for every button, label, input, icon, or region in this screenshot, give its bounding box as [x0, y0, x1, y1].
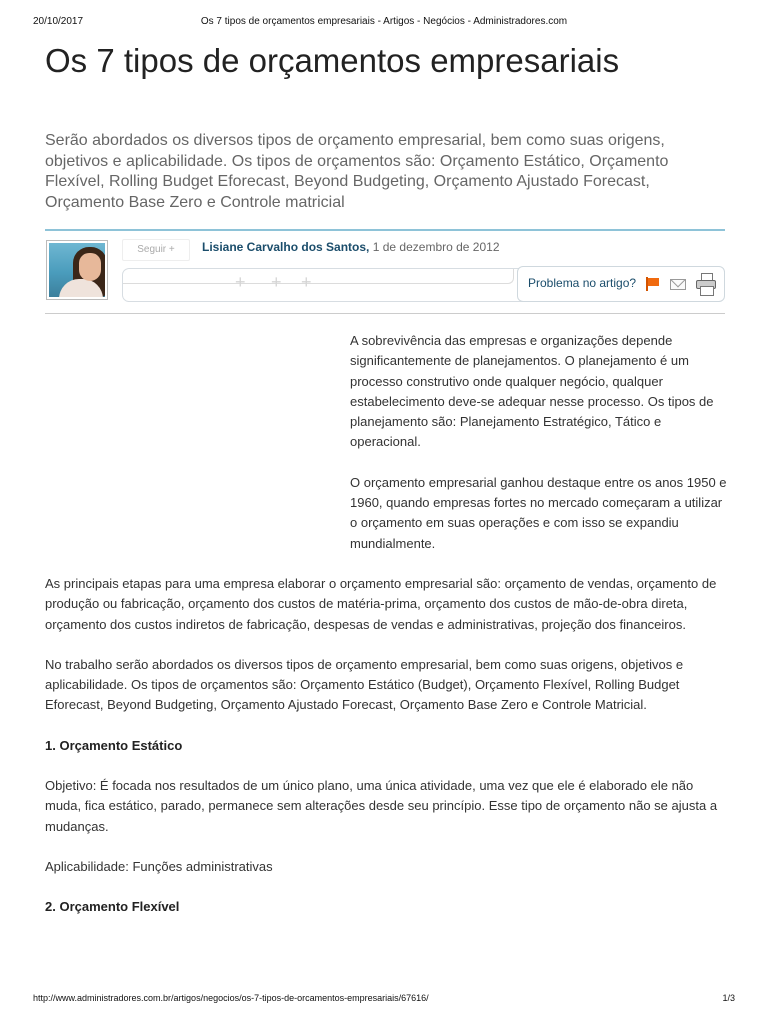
print-header — [33, 16, 735, 30]
author-name-link[interactable]: Lisiane Carvalho dos Santos, — [202, 240, 370, 254]
page-title: Os 7 tipos de orçamentos empresariais — [45, 42, 620, 79]
author-box — [45, 239, 725, 307]
title-divider — [45, 229, 725, 231]
section-heading: 1. Orçamento Estático — [45, 737, 183, 753]
print-footer — [33, 993, 735, 1005]
body-paragraph: As principais etapas para uma empresa elaborar o orçamento empresarial são: orçamento de vendas, orçamento de produção ou fabricação, orçamento dos custos de matéria-prima, orçamento dos custos de mão-de-obra direta, orçamento dos custos indiretos de fabricação, despesas de vendas e administrativas, projeção dos financeiros. — [45, 576, 717, 632]
publish-date: 1 de dezembro de 2012 — [372, 240, 500, 254]
intro-paragraph: O orçamento empresarial ganhou destaque entre os anos 1950 e 1960, quando empresas fortes no mercado começaram a utilizar o orçamento em suas operações e com isso se expandiu mundialmente. — [350, 474, 727, 551]
article-body — [45, 574, 729, 938]
share-plus-icon[interactable]: + — [301, 272, 312, 292]
article-subtitle: Serão abordados os diversos tipos de orçamento empresarial, bem como suas origens, objetivos e aplicabilidade. Os tipos de orçamentos são: Orçamento Estático, Orçamento Flexível, Rolling Budget Eforecast, Beyond Budgeting, Orçamento Ajustado Forecast, Orçamento Base Zero e Controle matricial — [45, 132, 669, 211]
share-plus-icon[interactable]: + — [235, 272, 246, 292]
print-document-title: Os 7 tipos de orçamentos empresariais - Artigos - Negócios - Administradores.com — [200, 16, 568, 27]
social-share-strip — [123, 269, 514, 292]
share-plus-icon[interactable]: + — [271, 272, 282, 292]
intro-column — [350, 331, 728, 574]
report-problem-link[interactable]: Problema no artigo? — [528, 276, 637, 290]
body-paragraph: Objetivo: É focada nos resultados de um único plano, uma única atividade, uma vez que ele é elaborado ele não muda, fica estático, parado, permanece sem alterações desde seu princípio. Esse tipo de orçamento não se ajusta a mudanças. — [45, 778, 718, 834]
body-paragraph: No trabalho serão abordados os diversos tipos de orçamento empresarial, bem como suas origens, objetivos e aplicabilidade. Os tipos de orçamentos são: Orçamento Estático (Budget), Orçamento Flexível, Rolling Budget Eforecast, Beyond Budgeting, Orçamento Ajustado Forecast, Orçamento Base Zero e Controle Matricial. — [45, 656, 684, 713]
avatar[interactable] — [46, 240, 108, 300]
article-actions — [517, 266, 725, 302]
avatar-photo — [49, 243, 105, 297]
intro-paragraph: A sobrevivência das empresas e organizações depende significantemente de planejamentos. O planejamento é um processo construtivo onde qualquer negócio, qualquer estabelecimento deve-se adequar nesse processo. Os tipos de planejamento são: Planejamento Estratégico, Tático e operacional. — [350, 333, 714, 450]
flag-icon[interactable] — [645, 277, 659, 291]
print-date: 20/10/2017 — [33, 16, 84, 27]
follow-button[interactable]: Seguir + — [122, 239, 190, 261]
author-line — [202, 240, 500, 254]
body-paragraph: Aplicabilidade: Funções administrativas — [45, 858, 273, 874]
section-heading: 2. Orçamento Flexível — [45, 899, 180, 915]
article-tools — [122, 268, 724, 302]
meta-divider — [45, 313, 725, 314]
mail-icon[interactable] — [670, 279, 686, 290]
page-number: 1/3 — [722, 993, 735, 1003]
printer-icon[interactable] — [696, 273, 716, 295]
print-url: http://www.administradores.com.br/artigos/negocios/os-7-tipos-de-orcamentos-empresariais/67616/ — [33, 993, 429, 1003]
